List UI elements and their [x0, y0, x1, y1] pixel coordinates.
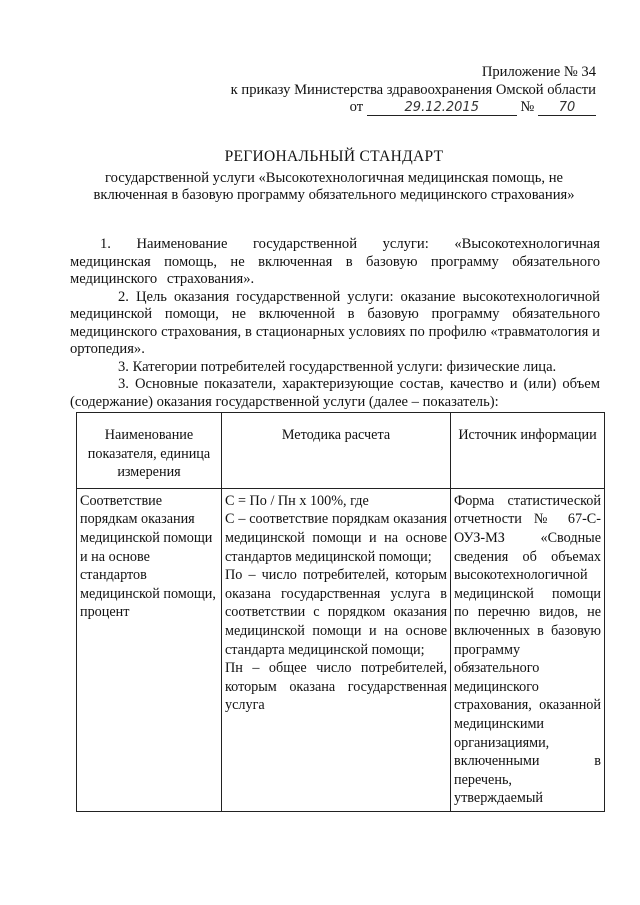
cell-source: Форма статистической отчетности № 67-С-ОУЗ-МЗ «Сводные сведения об объемах высокотехнологичной медицинской помощи по перечню видов, не включенных в базовую программу обязательного медицинского страхования, оказанной медицинскими организациями, включенными в перечень, утверждаемый [451, 488, 605, 811]
column-header-indicator: Наименование показателя, единица измерения [77, 413, 222, 489]
order-number: 70 [538, 100, 596, 116]
column-header-method: Методика расчета [222, 413, 451, 489]
paragraph-consumer-categories: 3. Категории потребителей государственной услуги: физические лица. [118, 358, 557, 375]
document-title [70, 148, 598, 205]
cell-method: С = По / Пн x 100%, где С – соответствие порядкам оказания медицинской помощи и на основе стандартов медицинской помощи; По – число потребителей, которым оказана государственная услуга в соответствии с порядком оказания медицинской помощи и на основе стандарта медицинской помощи; Пн – общее число потребителей, которым оказана государственная услуга [222, 488, 451, 811]
paragraph-key-indicators: 3. Основные показатели, характеризующие состав, качество и (или) объем (содержание) оказания государственной услуги (далее – показатель): [70, 376, 600, 410]
table-header-row [77, 413, 605, 489]
appendix-label: Приложение № 34 [481, 64, 596, 80]
cell-indicator: Соответствие порядкам оказания медицинской помощи и на основе стандартов медицинской помощи, процент [77, 488, 222, 811]
column-header-source: Источник информации [451, 413, 605, 489]
from-label: от [349, 99, 364, 115]
order-reference: к приказу Министерства здравоохранения Омской области [230, 82, 596, 98]
title-subheading: государственной услуги «Высокотехнологичная медицинская помощь, не включенная в базовую программу обязательного медицинского страхования» [93, 169, 575, 203]
document-body [70, 236, 600, 411]
indicators-table [76, 412, 605, 812]
paragraph-service-name: 1. Наименование государственной услуги: «Высокотехнологичная медицинская помощь, не включенная в базовую программу обязательного медицинского страхования». [70, 236, 600, 287]
paragraph-service-goal: 2. Цель оказания государственной услуги: оказание высокотехнологичной медицинской помощи, не включенной в базовую программу обязательного медицинского страхования, в стационарных условиях по профилю «травматология и ортопедия». [70, 288, 600, 357]
title-heading: РЕГИОНАЛЬНЫЙ СТАНДАРТ [224, 148, 444, 165]
table-row [77, 488, 605, 811]
order-date: 29.12.2015 [367, 100, 517, 116]
order-date-line [350, 99, 596, 117]
number-label: № [520, 99, 535, 115]
